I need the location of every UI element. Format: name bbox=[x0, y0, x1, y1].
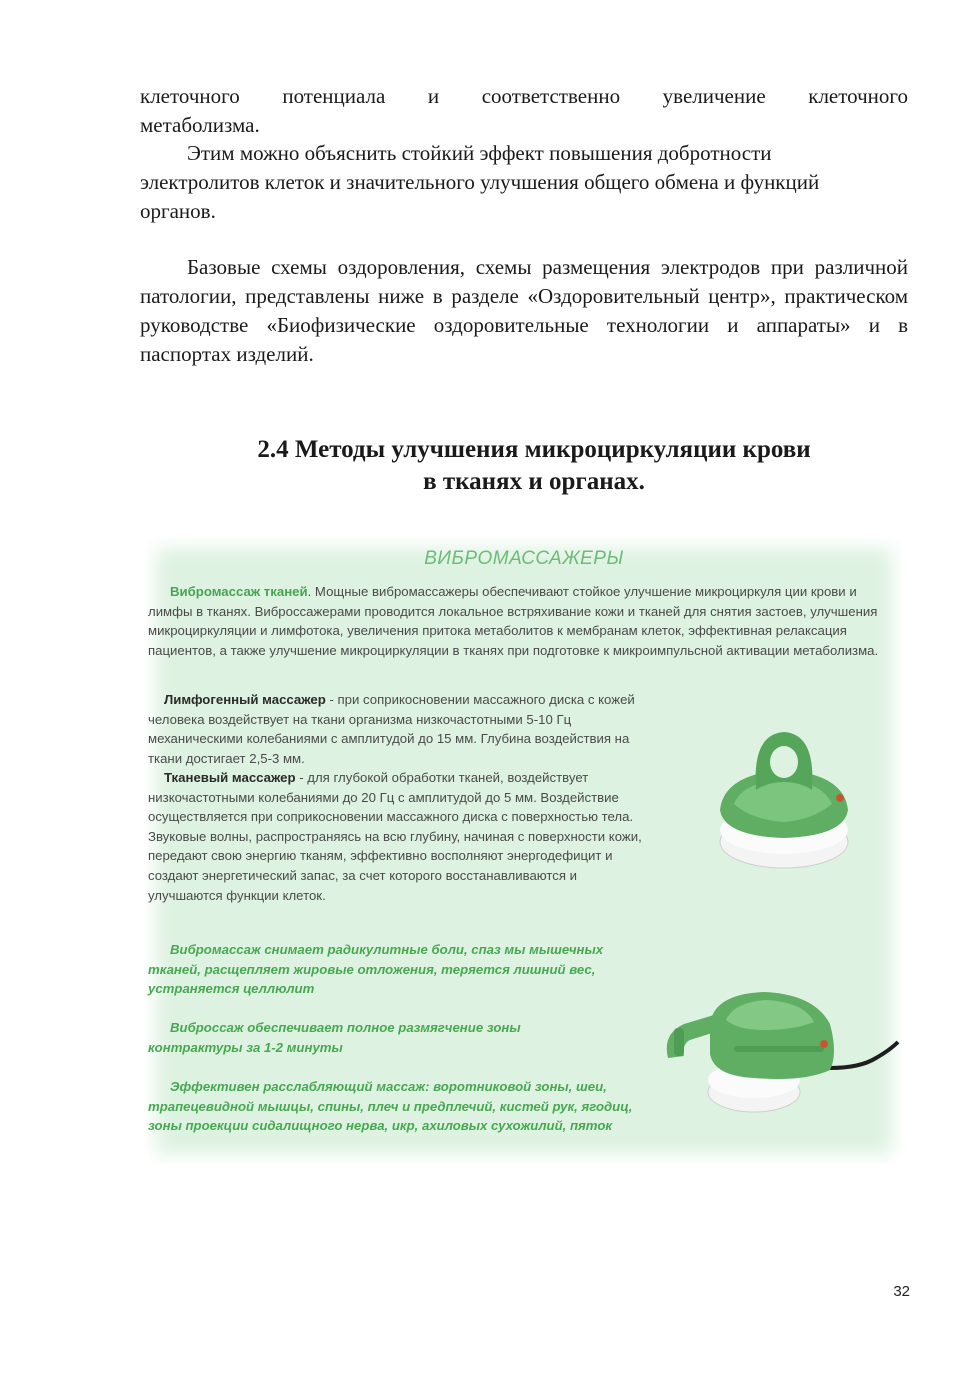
word: увеличение bbox=[662, 84, 766, 108]
word: потенциала bbox=[282, 84, 386, 108]
tissue-text: - для глубокой обработки тканей, воздействует низкочастотными колебаниями до 20 Гц с амплитудой до 5 мм. Воздействие осуществляется при соприкосновении массажного диска с поверхностью тела. Звуковые волны, распространяясь на всю глубину, начиная с поверхности кожи, передают свою энергию тканям, эффективно восполняют энергодефицит и создают энергетический запас, за счет которого восстанавливаются и улучшаются функции клеток. bbox=[148, 770, 642, 903]
lymph-massager-image bbox=[712, 724, 862, 872]
figure-italic-2: Виброссаж обеспечивает полное размягчение зоны контрактуры за 1-2 минуты bbox=[148, 1020, 521, 1055]
button bbox=[820, 1040, 828, 1048]
cord bbox=[830, 1042, 898, 1068]
figure-lymph bbox=[148, 690, 664, 768]
figure-italic-3: Эффективен расслабляющий массаж: воротниковой зоны, шеи, трапецевидной мышцы, спины, плеч и предплечий, кистей рук, ягодиц, зоны проекции сидалищного нерва, икр, ахиловых сухожилий, пяток bbox=[148, 1079, 633, 1134]
word: клеточного bbox=[140, 84, 240, 108]
tissue-bold: Тканевый массажер bbox=[164, 770, 296, 785]
figure-italic-1: Вибромассаж снимает радикулитные боли, спаз мы мышечных тканей, расщепляет жировые отложения, теряется лишний вес, устраняется целлюлит bbox=[148, 942, 604, 997]
handle-grip bbox=[674, 1028, 684, 1056]
tissue-massager-image bbox=[654, 984, 900, 1116]
page-number: 32 bbox=[893, 1283, 910, 1300]
button bbox=[836, 794, 844, 802]
word: соответственно bbox=[481, 84, 621, 108]
word: и bbox=[427, 84, 440, 108]
section-heading-line-2: в тканях и органах. bbox=[423, 468, 645, 495]
paragraph-2: Этим можно объяснить стойкий эффект повышения добротности электролитов клеток и значительного улучшения общего обмена и функций органов. bbox=[140, 141, 820, 223]
section-heading-line-1: 2.4 Методы улучшения микроциркуляции крови bbox=[257, 436, 811, 463]
figure-title: ВИБРОМАССАЖЕРЫ bbox=[424, 548, 624, 569]
paragraph-1-line-2: метаболизма. bbox=[140, 113, 260, 137]
lymph-bold: Лимфогенный массажер bbox=[164, 692, 326, 707]
figure-tissue bbox=[148, 768, 652, 905]
word: клеточного bbox=[808, 84, 908, 108]
lymph-text: - при соприкосновении массажного диска с кожей человека воздействует на ткани организма низкочастотными 5-10 Гц механическими колебаниями с амплитудой до 15 мм. Глубина воздействия на ткани достигает 2,5-3 мм. bbox=[148, 692, 635, 766]
paragraph-1 bbox=[140, 82, 908, 140]
body-stripe bbox=[734, 1046, 824, 1052]
paragraph-3: Базовые схемы оздоровления, схемы размещения электродов при различной патологии, представлены ниже в разделе «Оздоровительный центр», практическом руководстве «Биофизические оздоровительные технологии и аппараты» и в паспортах изделий. bbox=[140, 255, 908, 366]
paragraph-1-line-1 bbox=[140, 82, 908, 111]
figure-intro-text: . Мощные вибромассажеры обеспечивают стойкое улучшение микроциркуля ции крови и лимфы в тканях. Виброссажерами проводится локальное встряхивание кожи и тканей для снятия застоев, улучшения микроциркуляции и лимфотока, увеличения притока метаболитов к мембранам клеток, эффективная релаксация пациентов, а также улучшение микроциркуляции в тканях при подготовке к микроимпульсной активации метаболизма. bbox=[148, 584, 879, 658]
figure-intro-bold: Вибромассаж тканей bbox=[170, 584, 308, 599]
handle-hole bbox=[770, 746, 798, 778]
figure-intro bbox=[148, 582, 900, 660]
vibromassager-figure bbox=[146, 538, 902, 1164]
